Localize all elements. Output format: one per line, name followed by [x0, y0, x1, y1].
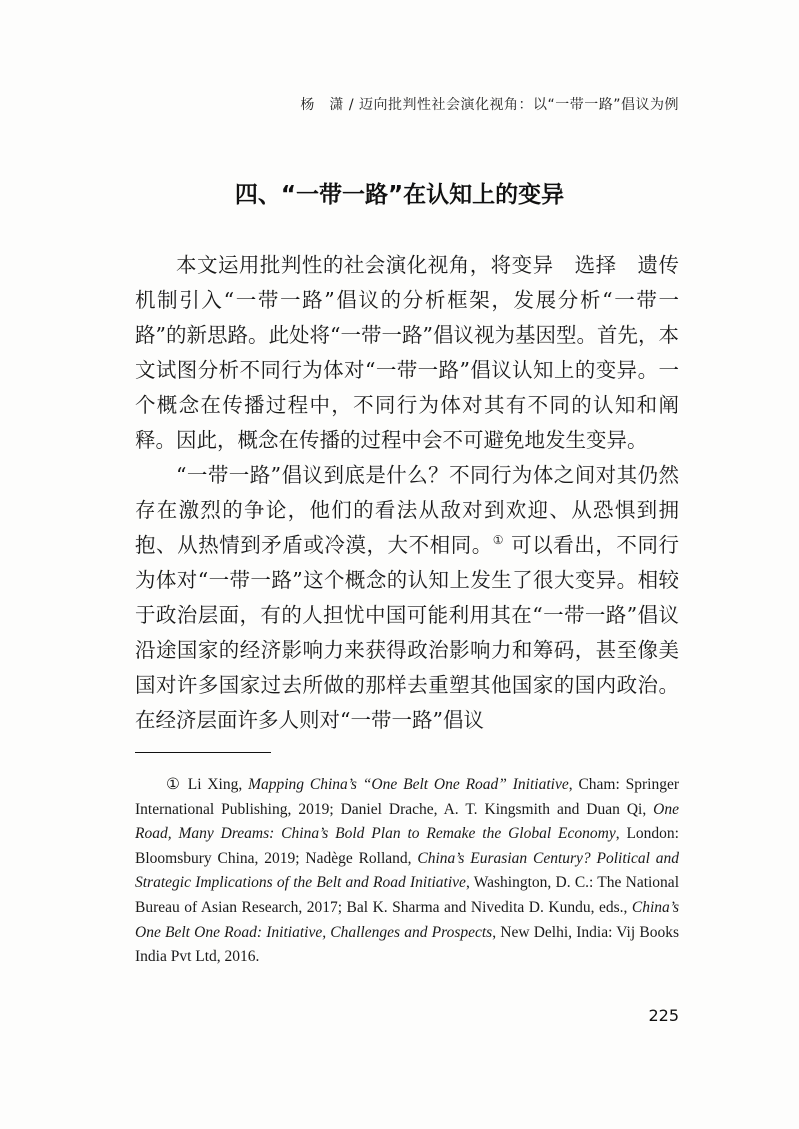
footnote-text-4: , Washington, D. C.: The National Bureau of Asian Research, 2017; Bal K. Sharma and Nivedita D. Kundu, eds., — [135, 874, 679, 916]
footnote-divider — [135, 752, 271, 753]
paragraph-2-text-a: “一带一路”倡议到底是什么？不同行为体之间对其仍然存在激烈的争论，他们的看法从敌对到欢迎、从恐惧到拥抱、从热情到矛盾或冷漠，大不相同。 — [135, 463, 679, 557]
running-header: 杨 潇 / 迈向批判性社会演化视角：以“一带一路”倡议为例 — [300, 97, 679, 113]
paragraph-1: 本文运用批判性的社会演化视角，将变异 选择 遗传机制引入“一带一路”倡议的分析框架，发展分析“一带一路”的新思路。此处将“一带一路”倡议视为基因型。首先，本文试图分析不同行为体对“一带一路”倡议认知上的变异。一个概念在传播过程中，不同行为体对其有不同的认知和阐释。因此，概念在传播的过程中会不可避免地发生变异。 — [135, 253, 679, 452]
page-number: 225 — [648, 1006, 679, 1025]
footnote-text-5: , New Delhi, India: Vij Books India Pvt Ltd, 2016. — [135, 923, 679, 966]
body-text — [135, 248, 679, 738]
footnote-title-1: Mapping China’s “One Belt One Road” Initiative — [248, 776, 569, 793]
section-title: 四、“一带一路”在认知上的变异 — [234, 182, 565, 208]
footnote-text-3: , London: Bloomsbury China, 2019; Nadège Rolland, — [135, 825, 679, 867]
paragraph-2-text-b: 可以看出，不同行为体对“一带一路”这个概念的认知上发生了很大变异。相较于政治层面，有的人担忧中国可能利用其在“一带一路”倡议沿途国家的经济影响力来获得政治影响力和筹码，甚至像美国对许多国家过去所做的那样去重塑其他国家的国内政治。在经济层面许多人则对“一带一路”倡议 — [135, 533, 679, 732]
paragraph-2 — [135, 458, 679, 738]
footnote-title-2: One Road, Many Dreams: China’s Bold Plan to Remake the Global Economy — [135, 800, 679, 843]
footnote-text-1: Li Xing, — [181, 776, 249, 793]
footnote-marker: ① — [166, 776, 182, 793]
footnote-text-2: , Cham: Springer International Publishing, 2019; Daniel Drache, A. T. Kingsmith and Duan Qi, — [135, 776, 679, 818]
footnote-ref[interactable]: ① — [492, 533, 505, 548]
footnote-title-3: China’s Eurasian Century? Political and Strategic Implications of the Belt and Road Initiative — [135, 849, 680, 892]
footnote-title-4: China’s One Belt One Road: Initiative, Challenges and Prospects — [135, 898, 679, 941]
footnote — [135, 773, 679, 970]
